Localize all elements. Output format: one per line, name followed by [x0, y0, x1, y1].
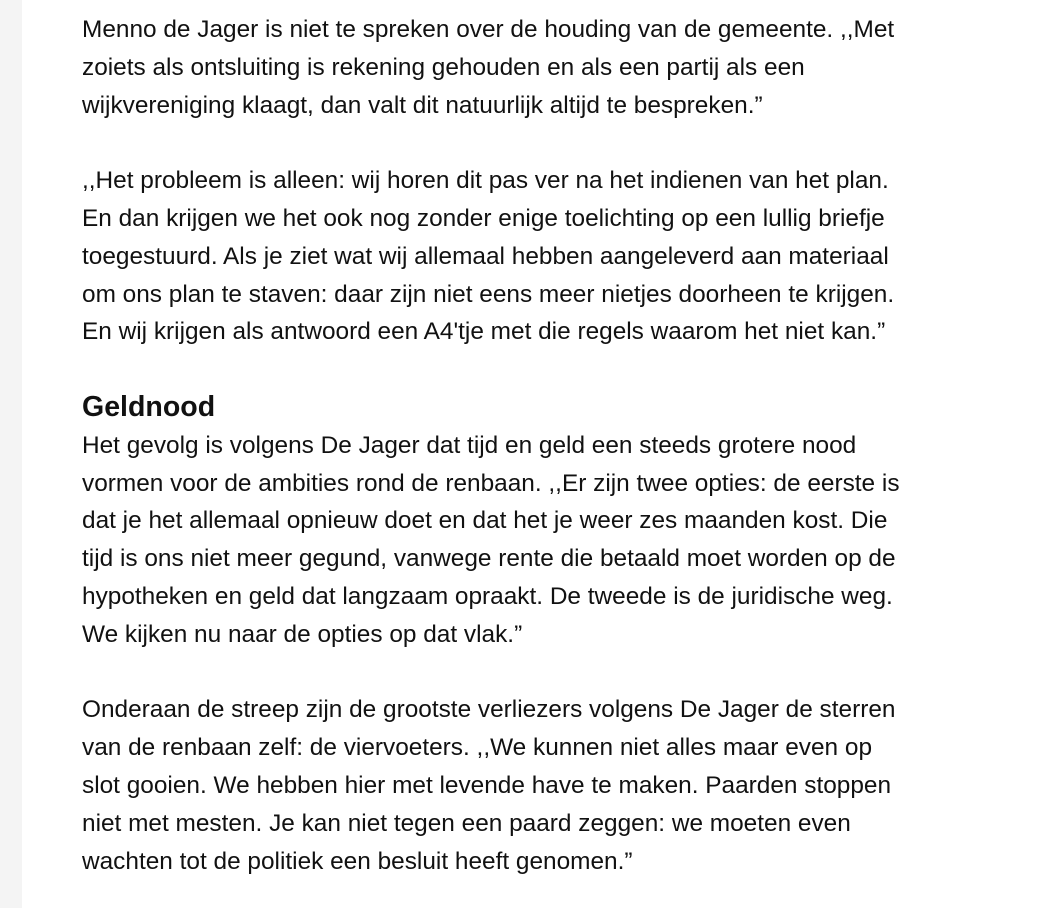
text-line: tijd is ons niet meer gegund, vanwege rente die betaald moet worden op de: [82, 545, 896, 573]
text-line: Menno de Jager is niet te spreken over de houding van de gemeente. ,,Met: [82, 16, 895, 43]
text-line: toegestuurd. Als je ziet wat wij allemaal hebben aangeleverd aan materiaal: [82, 242, 889, 270]
text-line: hypotheken en geld dat langzaam opraakt. De tweede is de juridische weg.: [82, 582, 893, 610]
text-line: wachten tot de politiek een besluit heeft genomen.”: [82, 847, 633, 875]
paragraph-spacer: [82, 124, 1042, 162]
text-line: Onderaan de streep zijn de grootste verliezers volgens De Jager de sterren: [82, 696, 896, 724]
text-line: dat je het allemaal opnieuw doet en dat het je weer zes maanden kost. Die: [82, 507, 888, 535]
text-line: om ons plan te staven: daar zijn niet eens meer nietjes doorheen te krijgen.: [82, 280, 895, 308]
paragraph-viervoeters: [82, 691, 1042, 880]
text-line: wijkvereniging klaagt, dan valt dit natuurlijk altijd te bespreken.”: [82, 91, 763, 119]
text-line: vormen voor de ambities rond de renbaan. ,,Er zijn twee opties: de eerste is: [82, 469, 900, 497]
article-body: [82, 11, 1042, 880]
text-line: zoiets als ontsluiting is rekening gehouden en als een partij als een: [82, 53, 805, 81]
text-line: ,,Het probleem is alleen: wij horen dit pas ver na het indienen van het plan.: [82, 167, 889, 195]
paragraph-quote: [82, 162, 1042, 351]
text-line: van de renbaan zelf: de viervoeters. ,,We kunnen niet alles maar even op: [82, 734, 873, 762]
left-gutter: [0, 0, 22, 908]
section-subheading: Geldnood: [82, 390, 216, 423]
text-line: En dan krijgen we het ook nog zonder enige toelichting op een lullig briefje: [82, 204, 885, 232]
text-line: niet met mesten. Je kan niet tegen een paard zeggen: we moeten even: [82, 809, 851, 837]
paragraph-intro: [82, 11, 1042, 124]
paragraph-geldnood: [82, 427, 1042, 654]
text-line: Het gevolg is volgens De Jager dat tijd en geld een steeds grotere nood: [82, 431, 857, 459]
paragraph-spacer: [82, 654, 1042, 692]
text-line: En wij krijgen als antwoord een A4'tje met die regels waarom het niet kan.”: [82, 318, 886, 346]
text-line: slot gooien. We hebben hier met levende have te maken. Paarden stoppen: [82, 771, 892, 799]
text-line: We kijken nu naar de opties op dat vlak.”: [82, 620, 523, 648]
paragraph-spacer: [82, 351, 1042, 389]
